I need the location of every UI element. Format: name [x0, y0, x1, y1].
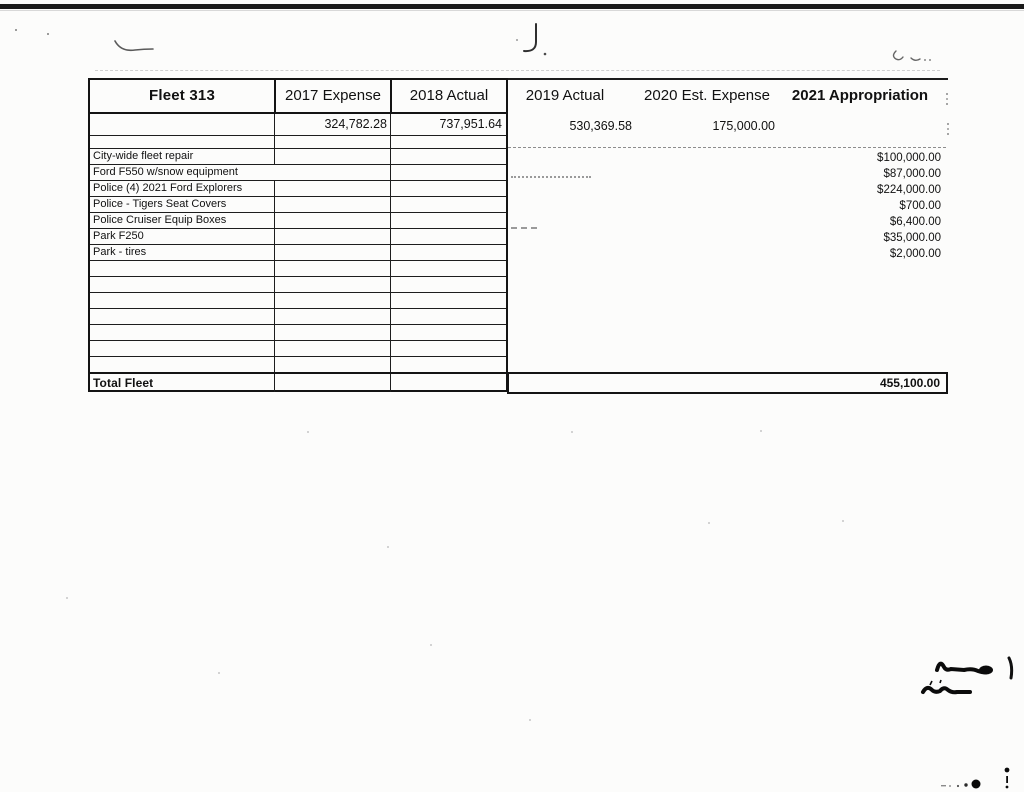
scan-speck [430, 644, 432, 646]
scan-speck [218, 672, 220, 674]
scan-dot-column [946, 93, 948, 95]
scan-scribble-marks [915, 650, 1015, 700]
summary-row [90, 112, 506, 135]
item-label: Police (4) 2021 Ford Explorers [93, 182, 243, 194]
col-header-2021-appropriation: 2021 Appropriation [791, 87, 929, 104]
scan-speck [529, 719, 531, 721]
appropriation-value: $700.00 [899, 200, 941, 212]
item-row [90, 244, 506, 260]
item-label: City-wide fleet repair [93, 150, 194, 162]
scan-curve-mark [112, 38, 156, 56]
scan-speck [387, 546, 389, 548]
empty-row [90, 340, 506, 356]
spacer-row [90, 135, 506, 148]
empty-row [90, 292, 506, 308]
empty-row [90, 260, 506, 276]
scan-speck [47, 33, 49, 35]
summary-label-cell [90, 114, 274, 135]
table-grid-left [88, 78, 508, 392]
item-row [90, 164, 506, 180]
empty-row [90, 324, 506, 340]
scan-squiggle-mark [888, 48, 934, 66]
scan-edge-shadow [0, 10, 1024, 11]
summary-2019-actual: 530,369.58 [569, 119, 632, 133]
scan-speck [307, 431, 309, 433]
table-title: Fleet 313 [148, 87, 215, 104]
col-header-2017-expense: 2017 Expense [274, 80, 390, 112]
scan-speck [760, 430, 762, 432]
scan-speck [15, 29, 17, 31]
scan-dot-cluster [940, 762, 1024, 792]
total-label: Total Fleet [93, 376, 154, 390]
scan-dot-column [947, 123, 949, 125]
appropriation-value: $35,000.00 [883, 232, 941, 244]
total-value-box: 455,100.00 [507, 372, 948, 394]
summary-2017-expense: 324,782.28 [274, 114, 390, 135]
item-row [90, 212, 506, 228]
appropriation-value: $6,400.00 [889, 216, 941, 228]
item-row [90, 148, 506, 164]
scan-tick-mark [1006, 656, 1016, 682]
scan-dashed-rule [508, 147, 946, 148]
item-row [90, 196, 506, 212]
item-label: Park - tires [93, 246, 147, 258]
item-label: Police - Tigers Seat Covers [93, 198, 227, 210]
summary-2020-est-expense: 175,000.00 [712, 119, 775, 133]
scan-speck [66, 597, 68, 599]
col-header-2018-actual: 2018 Actual [390, 80, 506, 112]
scan-speck [571, 431, 573, 433]
item-label: Police Cruiser Equip Boxes [93, 214, 227, 226]
appropriation-value: $100,000.00 [877, 152, 941, 164]
empty-row [90, 276, 506, 292]
table-open-right [508, 78, 948, 392]
scan-speck [708, 522, 710, 524]
item-label: Ford F550 w/snow equipment [93, 166, 238, 178]
col-header-2019-actual: 2019 Actual [525, 87, 605, 104]
summary-2018-actual: 737,951.64 [390, 114, 506, 135]
empty-row [90, 308, 506, 324]
scan-dashed-line [95, 70, 940, 71]
table-header-row [90, 80, 506, 112]
item-label: Park F250 [93, 230, 144, 242]
scan-j-mark [512, 20, 552, 60]
total-row [90, 372, 506, 392]
appropriation-value: $224,000.00 [877, 184, 941, 196]
appropriation-value: $87,000.00 [883, 168, 941, 180]
appropriation-value: $2,000.00 [889, 248, 941, 260]
col-header-2020-est-expense: 2020 Est. Expense [644, 87, 770, 104]
item-row [90, 228, 506, 244]
scan-speck [842, 520, 844, 522]
scan-edge-band [0, 4, 1024, 9]
budget-table [88, 78, 948, 392]
item-row [90, 180, 506, 196]
empty-row [90, 356, 506, 372]
